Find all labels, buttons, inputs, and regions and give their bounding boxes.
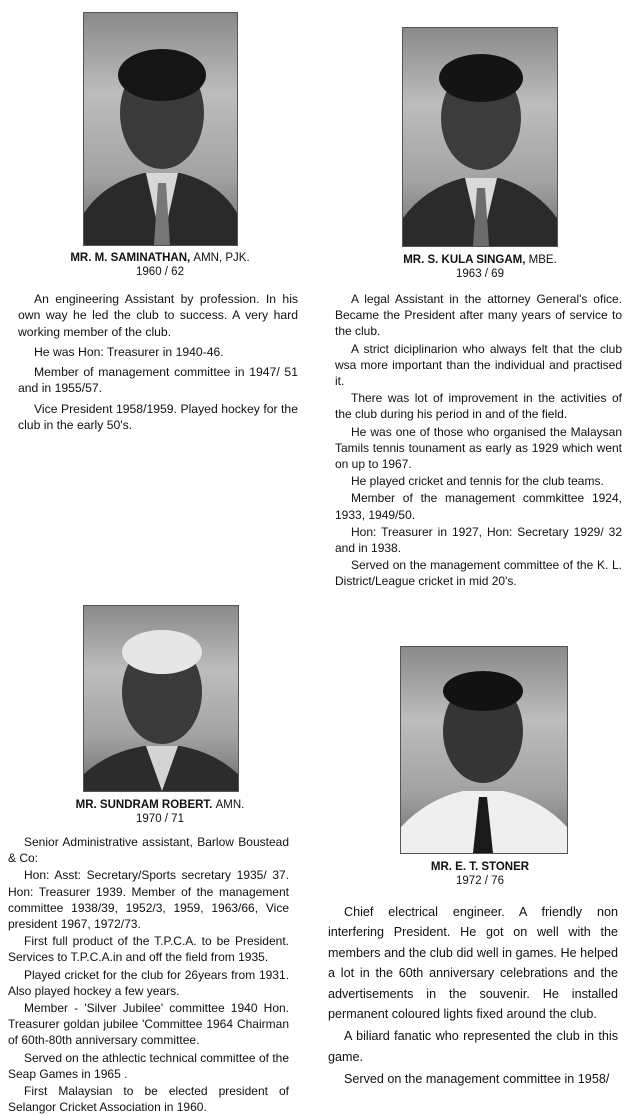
profile-years-saminathan: 1960 / 62 xyxy=(136,266,184,278)
profile-name-saminathan: MR. M. SAMINATHAN, AMN, PJK. xyxy=(70,252,250,264)
profile-bio-stoner xyxy=(328,902,618,1094)
bio-paragraph: First Malaysian to be elected president of Selangor Cricket Association in 1960. xyxy=(8,1084,289,1115)
profile-name-sundram-robert: MR. SUNDRAM ROBERT. AMN. xyxy=(75,799,245,811)
portrait-silhouette-icon xyxy=(403,28,557,246)
bio-paragraph: There was lot of improvement in the activities of the club during his period in and of the field. xyxy=(335,391,622,422)
profile-years-stoner: 1972 / 76 xyxy=(456,875,504,887)
bio-paragraph: A strict diciplinarion who always felt that the club wsa more important than the individual and practised it. xyxy=(335,341,622,389)
profile-bio-kula-singam xyxy=(335,291,622,591)
bio-paragraph: Served on the management committee in 1958/ xyxy=(344,1072,610,1087)
portrait-photo-stoner xyxy=(400,646,568,854)
portrait-silhouette-icon xyxy=(84,606,238,791)
profile-bio-sundram-robert xyxy=(8,834,289,1116)
bio-paragraph: An engineering Assistant by profession. In his own way he led the club to success. A very hard working member of the club. xyxy=(18,292,298,339)
bio-paragraph: He was one of those who organised the Malaysan Tamils tennis tounament as early as 1929 which went on up to 1967. xyxy=(335,424,622,472)
bio-paragraph: Chief electrical engineer. A friendly non interfering President. He got on well with the members and the club did well in games. He helped a lot in the 60th anniversary celebrations and the advertisements in the souvenir. He installed permanent coloured lights fixed around the club. xyxy=(328,905,618,1022)
bio-paragraph: Played cricket for the club for 26years from 1931. Also played hockey a few years. xyxy=(8,967,289,998)
bio-paragraph: He was Hon: Treasurer in 1940-46. xyxy=(34,344,224,359)
portrait-photo-kula-singam xyxy=(402,27,558,247)
bio-paragraph: Member - 'Silver Jubilee' committee 1940 Hon. Treasurer goldan jubilee 'Committee 1964 Chairman of 60th-80th anniversary committee. xyxy=(8,1001,289,1048)
bio-paragraph: Member of management committee in 1947/ 51 and in 1955/57. xyxy=(18,365,298,396)
bio-paragraph: Vice President 1958/1959. Played hockey for the club in the early 50's. xyxy=(18,401,298,433)
bio-paragraph: Senior Administrative assistant, Barlow Boustead & Co: xyxy=(8,835,289,866)
bio-paragraph: Member of the management commkittee 1924, 1933, 1949/50. xyxy=(335,491,622,522)
bio-paragraph: Served on the athlectic technical committee of the Seap Games in 1965 . xyxy=(8,1050,289,1081)
portrait-photo-saminathan xyxy=(83,12,238,246)
bio-paragraph: A legal Assistant in the attorney General's ofice. Became the President after many years of service to the club. xyxy=(335,292,622,339)
bio-paragraph: First full product of the T.P.C.A. to be President. Services to T.P.C.A.in and off the field from 1935. xyxy=(8,934,289,965)
profile-bio-saminathan xyxy=(18,291,298,437)
bio-paragraph: A biliard fanatic who represented the club in this game. xyxy=(328,1029,618,1064)
profile-years-sundram-robert: 1970 / 71 xyxy=(136,813,184,825)
portrait-photo-sundram-robert xyxy=(83,605,239,792)
bio-paragraph: He played cricket and tennis for the club teams. xyxy=(351,474,604,489)
bio-paragraph: Served on the management committee of the K. L. District/League cricket in mid 20's. xyxy=(335,558,622,589)
profile-years-kula-singam: 1963 / 69 xyxy=(456,268,504,280)
bio-paragraph: Hon: Treasurer in 1927, Hon: Secretary 1929/ 32 and in 1938. xyxy=(335,524,622,556)
portrait-silhouette-icon xyxy=(84,13,237,245)
bio-paragraph: Hon: Asst: Secretary/Sports secretary 1935/ 37. Hon: Treasurer 1939. Member of the management committee 1938/39, 1952/3, 1959, 1963/66, Vice president 1967, 1972/73. xyxy=(8,868,289,932)
profile-name-kula-singam: MR. S. KULA SINGAM, MBE. xyxy=(403,254,557,266)
portrait-silhouette-icon xyxy=(401,647,567,853)
profile-name-stoner: MR. E. T. STONER xyxy=(430,861,530,873)
